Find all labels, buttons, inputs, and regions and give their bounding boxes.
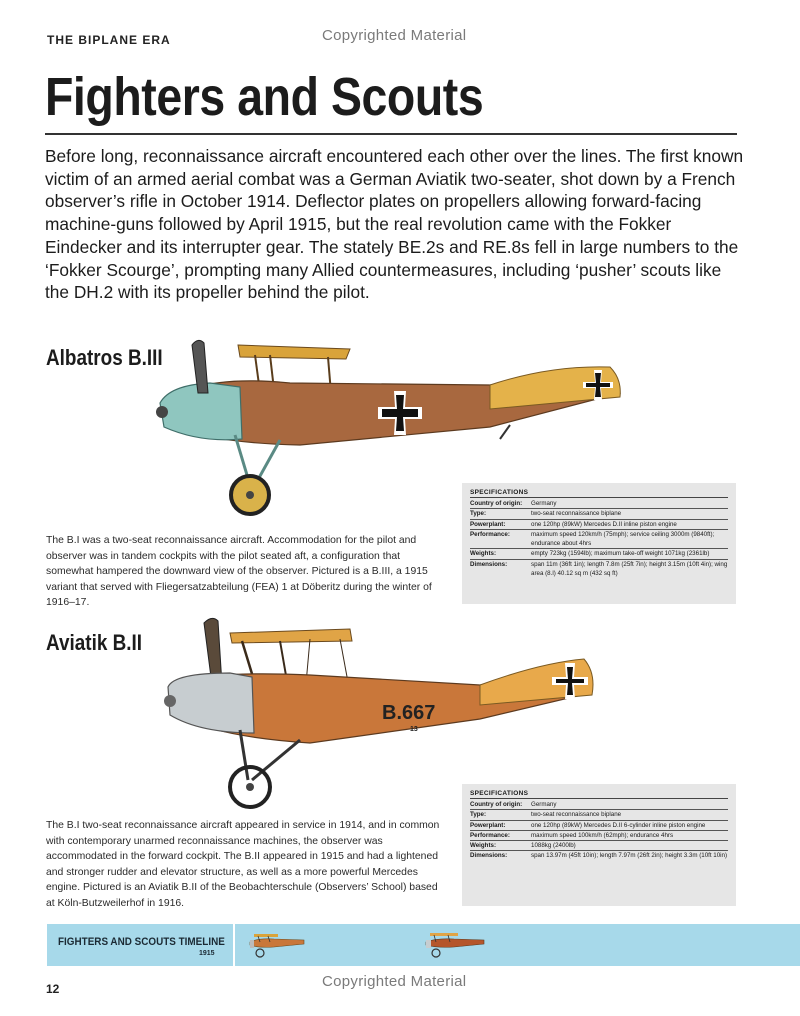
spec-key: Type: xyxy=(470,510,487,518)
spec-row xyxy=(470,831,728,841)
aircraft-2-heading: Aviatik B.II xyxy=(46,630,143,655)
spec-title: SPECIFICATIONS xyxy=(470,790,728,799)
spec-key: Country of origin: xyxy=(470,801,523,808)
spec-row xyxy=(470,841,728,851)
spec-value: empty 723kg (1594lb); maximum take-off weight 1071kg (2361lb) xyxy=(531,550,710,558)
spec-row xyxy=(470,549,728,559)
page-number: 12 xyxy=(46,982,60,996)
timeline-aircraft-1-icon xyxy=(244,928,308,960)
spec-key: Powerplant: xyxy=(470,821,506,829)
spec-value: two-seat reconnaissance biplane xyxy=(531,510,622,518)
spec-row xyxy=(470,851,728,860)
spec-row xyxy=(470,509,728,519)
timeline-year: 1915 xyxy=(199,950,215,957)
spec-key: Weights: xyxy=(470,550,497,558)
timeline-aircraft-2-icon xyxy=(420,928,490,960)
spec-value: Germany xyxy=(531,801,557,808)
spec-row xyxy=(470,800,728,810)
spec-row xyxy=(470,530,728,550)
spec-key: Country of origin: xyxy=(470,500,523,507)
spec-value: maximum speed 100km/h (62mph); endurance 4hrs xyxy=(531,831,674,839)
aircraft-1-caption: The B.I was a two-seat reconnaissance aircraft. Accommodation for the pilot and observer was in tandem cockpits with the pilot seated aft, a configuration that somewhat hampered the downward view of the observer. Pictured is a B.III, a 1915 variant that served with Fliegersatzabteilung (FEA) 1 at Döberitz during the winter of 1916–17. xyxy=(46,535,432,609)
spec-value: span 11m (36ft 1in); length 7.8m (25ft 7in); height 3.15m (10ft 4in); wing area (8.l) 40.12 sq m (432 sq ft) xyxy=(531,560,728,578)
aircraft-1-heading: Albatros B.III xyxy=(46,345,163,370)
spec-title: SPECIFICATIONS xyxy=(470,489,728,498)
intro-paragraph: Before long, reconnaissance aircraft encountered each other over the lines. The first known victim of an armed aerial combat was a German Aviatik two-seater, shot down by a French observer’s rifle in October 1914. Deflector plates on propellers allowing forward-facing machine-guns followed by April 1915, but the real revolution came with the Fokker Eindecker and its interrupter gear. The stately BE.2s and RE.8s fell in large numbers to the ‘Fokker Scourge’, prompting many Allied countermeasures, including ‘pusher’ scouts like the DH.2 with its propeller behind the pilot. xyxy=(45,146,744,303)
spec-value: one 120hp (89kW) Mercedes D.II inline piston engine xyxy=(531,520,677,528)
spec-key: Performance: xyxy=(470,530,510,538)
spec-row xyxy=(470,560,728,579)
spec-value: Germany xyxy=(531,500,557,507)
watermark-bottom: Copyrighted Material xyxy=(322,973,467,990)
timeline-label: FIGHTERS AND SCOUTS TIMELINE xyxy=(58,936,225,948)
spec-value: two-seat reconnaissance biplane xyxy=(531,811,622,819)
spec-value: one 120hp (89kW) Mercedes D.II 6-cylinder inline piston engine xyxy=(531,821,706,829)
spec-key: Performance: xyxy=(470,831,510,839)
spec-key: Powerplant: xyxy=(470,520,506,528)
aircraft-2-marking-small: 13 xyxy=(410,726,418,733)
page-title: Fighters and Scouts xyxy=(45,67,484,127)
timeline-divider xyxy=(233,924,235,966)
section-label: THE BIPLANE ERA xyxy=(47,33,171,47)
spec-value: 1088kg (2400lb) xyxy=(531,842,576,850)
aircraft-2-caption: The B.I two-seat reconnaissance aircraft appeared in service in 1914, and in common with contemporary unarmed reconnaissance machines, the observer was accommodated in the forward cockpit. The B.II appeared in 1915 and had a lightened and stronger rudder and elevator structure, as well as a more powerful Mercedes engine. Pictured is an Aviatik B.II of the Beobachterschule (Observers’ School) based at Köln-Butzweilerhof in 1916. xyxy=(46,820,440,909)
spec-row xyxy=(470,499,728,509)
spec-key: Dimensions: xyxy=(470,852,508,860)
spec-key: Dimensions: xyxy=(470,560,508,568)
spec-key: Weights: xyxy=(470,842,497,850)
spec-key: Type: xyxy=(470,811,487,819)
spec-row xyxy=(470,821,728,831)
spec-value: maximum speed 120km/h (75mph); service ceiling 3000m (9840ft); endurance about 4hrs xyxy=(531,530,715,548)
spec-row xyxy=(470,520,728,530)
aircraft-1-specs xyxy=(462,483,736,604)
aircraft-2-specs xyxy=(462,784,736,906)
title-rule xyxy=(45,133,737,135)
aircraft-2-marking: B.667 xyxy=(382,702,436,724)
watermark-top: Copyrighted Material xyxy=(322,27,467,44)
spec-value: span 13.97m (45ft 10in); length 7.97m (26ft 2in); height 3.3m (10ft 10in) xyxy=(531,852,728,860)
spec-row xyxy=(470,810,728,820)
